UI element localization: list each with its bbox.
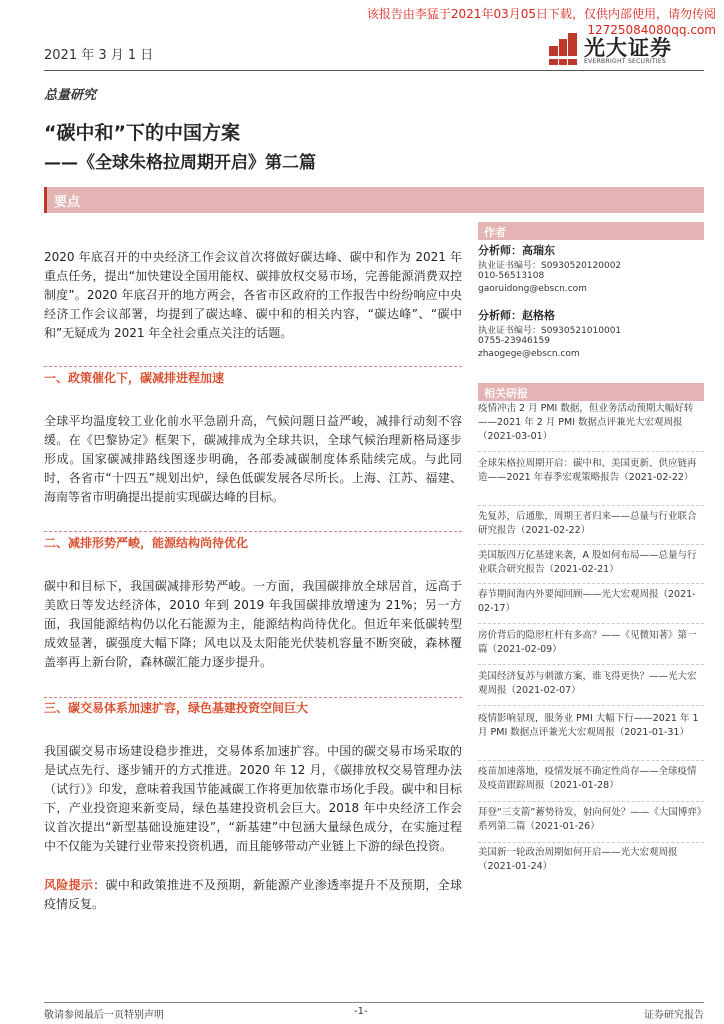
related-report-item[interactable]: 美国新一轮政治周期如何开启——光大宏观周报（2021-01-24） [478,847,678,872]
related-reports-label: 相关研报 [484,387,528,400]
analyst-email[interactable]: zhaogege@ebscn.com [478,349,580,359]
analyst-email[interactable]: gaoruidong@ebscn.com [478,284,587,294]
logo-english-name: EVERBRIGHT SECURITIES [584,58,667,65]
report-separator [478,664,704,665]
footer-divider [44,1002,704,1003]
watermark-line-2: 12725084080qq.com [587,23,716,37]
analyst-cert: 执业证书编号：S0930520120002 [478,261,622,271]
footer-page-number: -1- [354,1006,368,1017]
report-separator [478,705,704,706]
section-divider [44,697,462,698]
report-separator [478,544,704,545]
intro-paragraph: 2020 年底召开的中央经济工作会议首次将做好碳达峰、碳中和作为 2021 年重点任务，提出“加快建设全国用能权、碳排放权交易市场，完善能源消费双控制度”。2020 年底召开的地方两会，各省市区政府的工作报告中纷纷响应中央经济工作会议部署，均提到了碳达峰、碳中和的相关内容，“碳达峰”、“碳中和”无疑成为 2021 年全社会重点关注的话题。 [44,250,462,340]
related-report-item[interactable]: 美国经济复苏与刺激方案，谁飞得更快？——光大宏观周报（2021-02-07） [478,671,697,696]
risk-label: 风险提示： [44,878,106,892]
report-separator [478,583,704,584]
report-separator [478,842,704,843]
report-category: 总量研究 [44,88,97,103]
related-report-item[interactable]: 先复苏，后通胀，周期王者归来——总量与行业联合研究报告（2021-02-22） [478,511,697,536]
related-report-item[interactable]: 全球朱格拉周期开启：碳中和、美国更新、供应链再造——2021 年春季宏观策略报告（2021-02-22） [478,458,697,483]
key-points-bar [44,187,704,213]
heading-emissions: 二、减排形势严峻，能源结构尚待优化 [44,536,249,550]
report-separator [478,451,704,452]
analyst-name: 分析师：赵格格 [478,309,555,322]
analyst-phone: 010-56513108 [478,271,545,281]
paragraph-carbon-trading: 我国碳交易市场建设稳步推进，交易体系加速扩容。中国的碳交易市场采取的是试点先行、逐步铺开的方式推进。2020 年 12 月，《碳排放权交易管理办法（试行）》印发，意味着我国节能减碳工作将更加依靠市场化手段。碳中和目标下，产业投资迎来新变局，绿色基建投资机会巨大。2018 年中央经济工作会议首次提出“新型基础设施建设”，“新基建”中包涵大量绿色成分，在实施过程中不仅能为关键行业带来投资机遇，而且能够带动产业链上下游的绿色投资。 [44,744,462,853]
authors-bar [478,222,704,240]
report-title: “碳中和”下的中国方案 [44,122,240,144]
related-report-item[interactable]: 疫苗加速落地，疫情发展不确定性尚存——全球疫情及疫苗跟踪周报（2021-01-28） [478,766,697,791]
everbright-logo-icon [548,32,578,66]
related-report-item[interactable]: 疫情冲击 2 月 PMI 数据，但业务活动预期大幅好转——2021 年 2 月 PMI 数据点评兼光大宏观周报（2021-03-01） [478,403,694,442]
paragraph-policy: 全球平均温度较工业化前水平急剧升高，气候问题日益严峻，减排行动刻不容缓。在《巴黎协定》框架下，碳减排成为全球共识，全球气候治理新格局逐步形成。国家碳减排路线图逐步明确，各部委减碳制度体系陆续完成。与此同时，各省市“十四五”规划出炉，绿色低碳发展各尽所长。上海、江苏、福建、海南等省市明确提出提前实现碳达峰的目标。 [44,414,462,504]
footer-disclaimer: 敬请参阅最后一页特别声明 [44,1010,164,1021]
company-logo [548,30,718,70]
related-report-item[interactable]: 拜登“三支箭”蓄势待发，射向何处？——《大国博弈》系列第二篇（2021-01-26） [478,807,702,832]
logo-name: 光大证券 [584,36,672,60]
heading-carbon-trading: 三、碳交易体系加速扩容，绿色基建投资空间巨大 [44,701,309,715]
paragraph-emissions: 碳中和目标下，我国碳减排形势严峻。一方面，我国碳排放全球居首，远高于美欧日等发达经济体，2010 年到 2019 年我国碳排放增速为 21%；另一方面，我国能源结构仍以化石能源为主，能源结构尚待优化。但近年来低碳转型成效显著，碳强度大幅下降；风电以及太阳能光伏装机容量不断突破，森林覆盖率再上新台阶，森林碳汇能力逐步提升。 [44,579,462,669]
footer-report-type: 证券研究报告 [644,1010,704,1021]
risk-warning [44,876,462,914]
report-separator [478,505,704,506]
related-report-item[interactable]: 美国版四万亿基建来袭，A 股如何布局——总量与行业联合研究报告（2021-02-21） [478,550,697,575]
header-divider [44,70,704,71]
report-separator [478,760,704,761]
report-date: 2021 年 3 月 1 日 [44,48,154,63]
report-separator [478,801,704,802]
related-report-item[interactable]: 疫情影响显现，服务业 PMI 大幅下行——2021 年 1 月 PMI 数据点评兼光大宏观周报（2021-01-31） [478,713,699,738]
heading-policy: 一、政策催化下，碳减排进程加速 [44,371,225,385]
authors-label: 作者 [484,226,506,239]
section-divider [44,366,462,367]
analyst-cert: 执业证书编号：S0930521010001 [478,326,622,336]
related-report-item[interactable]: 房价背后的隐形杠杆有多高？——《见微知著》第一篇（2021-02-09） [478,630,697,655]
report-subtitle: ——《全球朱格拉周期开启》第二篇 [44,153,316,173]
key-points-accent [44,187,47,213]
related-report-item[interactable]: 春节期间海内外要闻回顾——光大宏观周报（2021-02-17） [478,589,696,614]
section-divider [44,531,462,532]
related-reports-bar [478,383,704,401]
risk-text: 碳中和政策推进不及预期，新能源产业渗透率提升不及预期，全球疫情反复。 [44,878,462,911]
report-separator [478,623,704,624]
watermark-line-1: 该报告由李猛于2021年03月05日下载，仅供内部使用，请勿传阅 [366,7,716,21]
analyst-phone: 0755-23946159 [478,336,550,346]
analyst-name: 分析师：高瑞东 [478,244,555,257]
key-points-label: 要点 [54,195,81,210]
